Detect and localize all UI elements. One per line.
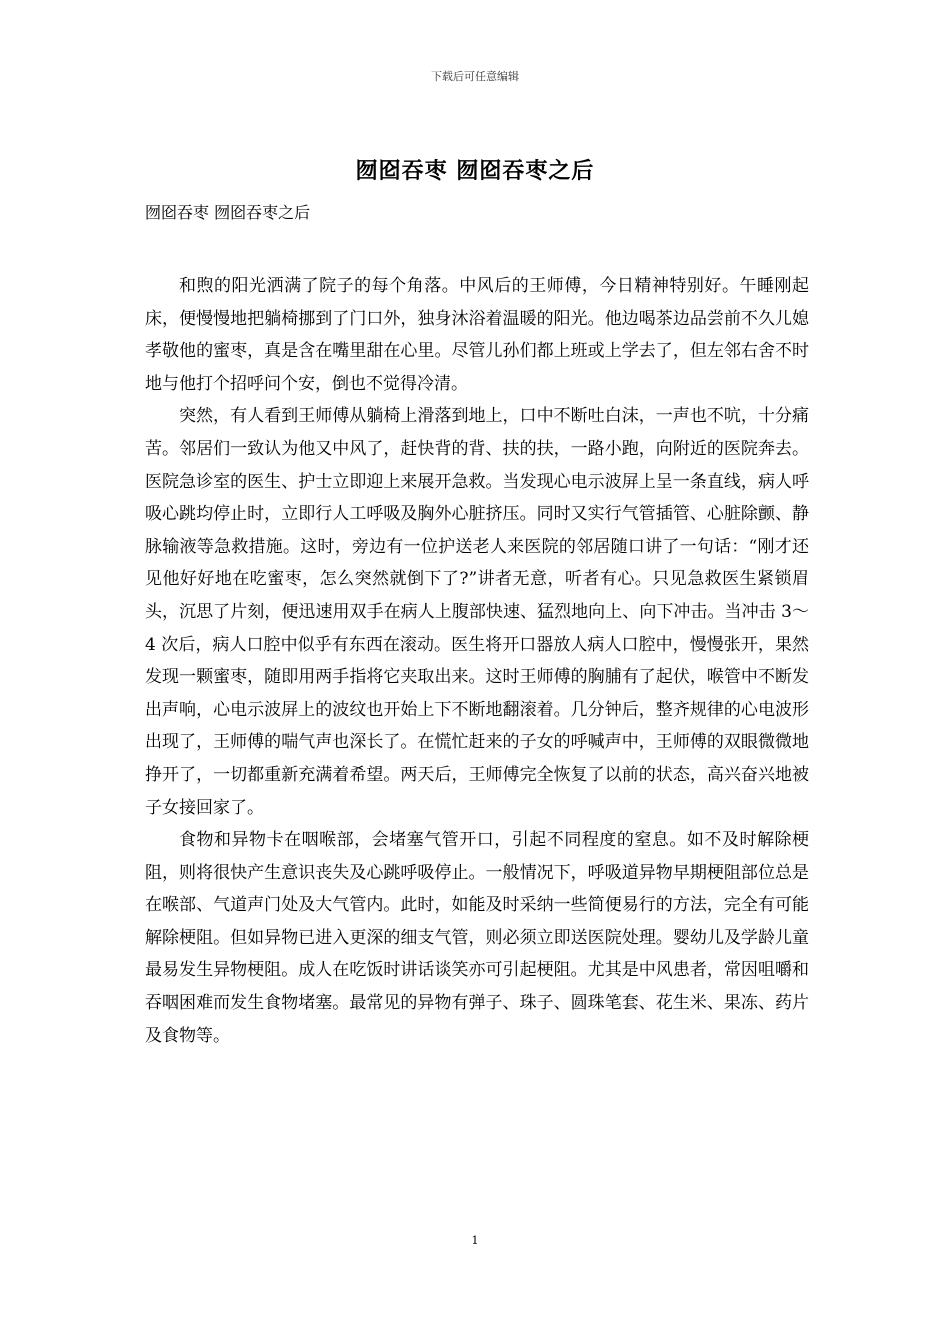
paragraph: 食物和异物卡在咽喉部，会堵塞气管开口，引起不同程度的窒息。如不及时解除梗阻，则将很快产生意识丧失及心跳呼吸停止。一般情况下，呼吸道异物早期梗阻部位总是在喉部、气道声门处及大气管内。此时，如能及时采纳一些简便易行的方法，完全有可能解除梗阻。但如异物已进入更深的细支气管，则必须立即送医院处理。婴幼儿及学龄儿童最易发生异物梗阻。成人在吃饭时讲话谈笑亦可引起梗阻。尤其是中风患者，常因咀嚼和吞咽困难而发生食物堵塞。最常见的异物有弹子、珠子、圆珠笔套、花生米、果冻、药片及食物等。 [145,830,809,1046]
document-subtitle: 囫囵吞枣 囫囵吞枣之后 [145,203,311,222]
page-number: 1 [471,1234,479,1247]
paragraph: 突然，有人看到王师傅从躺椅上滑落到地上，口中不断吐白沫，一声也不吭，十分痛苦。邻居们一致认为他又中风了，赶快背的背、扶的扶，一路小跑，向附近的医院奔去。医院急诊室的医生、护士立即迎上来展开急救。当发现心电示波屏上呈一条直线，病人呼吸心跳均停止时，立即行人工呼吸及胸外心脏挤压。同时又实行气管插管、心脏除颤、静脉输液等急救措施。这时，旁边有一位护送老人来医院的邻居随口讲了一句话：“刚才还见他好好地在吃蜜枣，怎么突然就倒下了?”讲者无意，听者有心。只见急救医生紧锁眉头，沉思了片刻，便迅速用双手在病人上腹部快速、猛烈地向上、向下冲击。当冲击 3～4 次后，病人口腔中似乎有东西在滚动。医生将开口器放人病人口腔中，慢慢张开，果然发现一颗蜜枣，随即用两手指将它夹取出来。这时王师傅的胸脯有了起伏，喉管中不断发出声响，心电示波屏上的波纹也开始上下不断地翻滚着。几分钟后，整齐规律的心电波形出现了，王师傅的喘气声也深长了。在慌忙赶来的子女的呼喊声中，王师傅的双眼微微地挣开了，一切都重新充满着希望。两天后，王师傅完全恢复了以前的状态，高兴奋兴地被子女接回家了。 [145,406,809,818]
document-body [145,270,809,1052]
header-note: 下载后可任意编辑 [431,70,519,83]
paragraph: 和煦的阳光洒满了院子的每个角落。中风后的王师傅，今日精神特别好。午睡刚起床，便慢慢地把躺椅挪到了门口外，独身沐浴着温暖的阳光。他边喝茶边品尝前不久儿媳孝敬他的蜜枣，真是含在嘴里甜在心里。尽管儿孙们都上班或上学去了，但左邻右舍不时地与他打个招呼问个安，倒也不觉得冷清。 [145,276,809,394]
document-title: 囫囵吞枣 囫囵吞枣之后 [355,158,595,184]
